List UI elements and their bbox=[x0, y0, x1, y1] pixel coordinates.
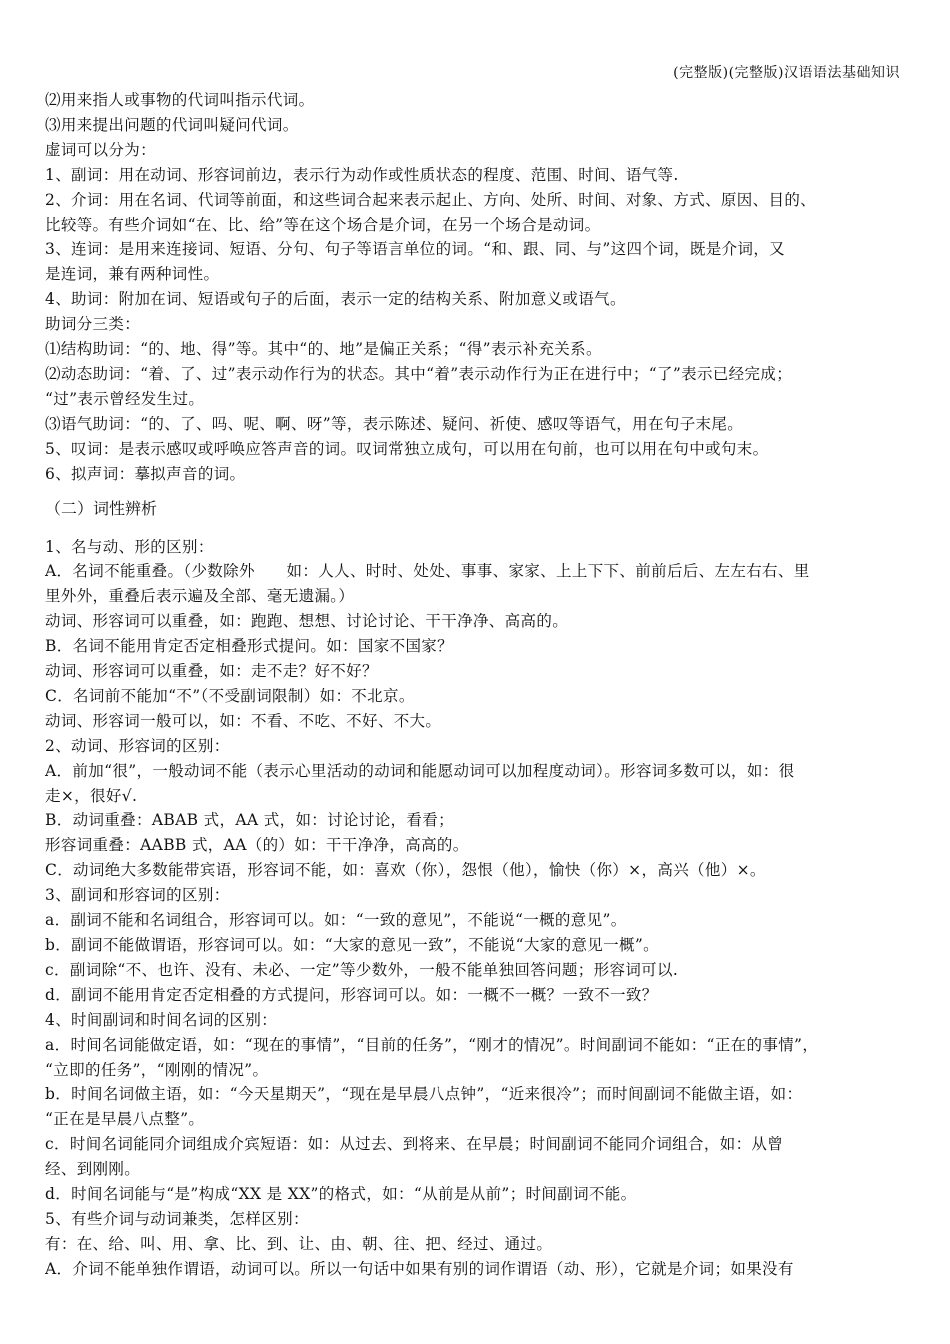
text-line: c．时间名词能同介词组成介宾短语：如：从过去、到将来、在早晨；时间副词不能同介词组合，如：从曾 bbox=[45, 1135, 784, 1154]
text-line: ⑴结构助词：“的、地、得”等。其中“的、地”是偏正关系；“得”表示补充关系。 bbox=[45, 340, 602, 359]
text-line: 动词、形容词一般可以，如：不看、不吃、不好、不大。 bbox=[45, 711, 442, 730]
text-line: b．副词不能做谓语，形容词可以。如：“大家的意见一致”，不能说“大家的意见一概”。 bbox=[45, 936, 659, 954]
text-line: C．动词绝大多数能带宾语，形容词不能，如：喜欢（你），怨恨（他），愉快（你）×，高兴（他）×。 bbox=[45, 861, 766, 880]
text-line: 3、副词和形容词的区别： bbox=[45, 886, 230, 905]
text-line: 走×，很好√. bbox=[45, 786, 138, 805]
text-line: b．时间名词做主语，如：“今天星期天”，“现在是早晨八点钟”，“近来很冷”；而时间副词不能做主语，如： bbox=[45, 1085, 803, 1104]
text-line: 助词分三类： bbox=[45, 315, 141, 334]
text-line: A．前加“很”，一般动词不能（表示心里活动的动词和能愿动词可以加程度动词）。形容词多数可以，如：很 bbox=[45, 761, 795, 780]
text-line: 有：在、给、叫、用、拿、比、到、让、由、朝、往、把、经过、通过。 bbox=[45, 1234, 553, 1253]
text-line: “正在是早晨八点整”。 bbox=[45, 1110, 205, 1129]
text-line: c．副词除“不、也许、没有、未必、一定”等少数外，一般不能单独回答问题；形容词可以. bbox=[45, 960, 679, 979]
text-line: 1、副词：用在动词、形容词前边，表示行为动作或性质状态的程度、范围、时间、语气等. bbox=[45, 165, 679, 184]
text-line: 5、叹词：是表示感叹或呼唤应答声音的词。叹词常独立成句，可以用在句前，也可以用在句中或句末。 bbox=[45, 439, 769, 458]
text-line: 1、名与动、形的区别： bbox=[45, 537, 214, 556]
text-line: a．时间名词能做定语，如：“现在的事情”，“目前的任务”，“刚才的情况”。时间副词不能如：“正在的事情”， bbox=[45, 1035, 819, 1054]
text-line: B．动词重叠：ABAB 式，AA 式，如：讨论讨论，看看； bbox=[45, 811, 454, 830]
text-line: C．名词前不能加“不”（不受副词限制）如：不北京。 bbox=[45, 686, 415, 705]
text-line: 2、动词、形容词的区别： bbox=[45, 736, 230, 755]
text-line: 3、连词：是用来连接词、短语、分句、句子等语言单位的词。“和、跟、同、与”这四个词，既是介词，又 bbox=[45, 240, 786, 259]
text-line: ⑵用来指人或事物的代词叫指示代词。 bbox=[45, 91, 315, 109]
text-line: A．名词不能重叠。（少数除外 如：人人、时时、处处、事事、家家、上上下下、前前后后、左左右右、里 bbox=[45, 562, 810, 581]
text-line: 6、拟声词：摹拟声音的词。 bbox=[45, 464, 246, 483]
text-line: 4、助词：附加在词、短语或句子的后面，表示一定的结构关系、附加意义或语气。 bbox=[45, 290, 626, 309]
section-title: （二）词性辨析 bbox=[45, 498, 158, 518]
text-line: 4、时间副词和时间名词的区别： bbox=[45, 1010, 278, 1029]
text-line: 虚词可以分为： bbox=[45, 140, 156, 159]
text-line: 形容词重叠：AABB 式，AA（的）如：干干净净，高高的。 bbox=[45, 836, 469, 855]
part-of-speech-distinctions bbox=[45, 535, 907, 1282]
text-line: ⑶语气助词：“的、了、吗、呢、啊、呀”等，表示陈述、疑问、祈使、感叹等语气，用在句子末尾。 bbox=[45, 414, 744, 433]
word-class-list bbox=[45, 88, 907, 487]
text-line: 比较等。有些介词如“在、比、给”等在这个场合是介词，在另一个场合是动词。 bbox=[45, 215, 601, 234]
text-line: d．副词不能用肯定否定相叠的方式提问，形容词可以。如：一概不一概？一致不一致？ bbox=[45, 985, 658, 1004]
text-line: 2、介词：用在名词、代词等前面，和这些词合起来表示起止、方向、处所、时间、对象、方式、原因、目的、 bbox=[45, 190, 817, 209]
text-line: 动词、形容词可以重叠，如：走不走？好不好？ bbox=[45, 662, 378, 681]
text-line: “立即的任务”，“刚刚的情况”。 bbox=[45, 1060, 269, 1079]
text-line: a．副词不能和名词组合，形容词可以。如：“一致的意见”，不能说“一概的意见”。 bbox=[45, 911, 627, 930]
text-line: 5、有些介词与动词兼类，怎样区别： bbox=[45, 1209, 309, 1228]
text-line: 是连词，兼有两种词性。 bbox=[45, 265, 220, 284]
document-header: (完整版)(完整版)汉语语法基础知识 bbox=[673, 65, 900, 81]
text-line: 动词、形容词可以重叠，如：跑跑、想想、讨论讨论、干干净净、高高的。 bbox=[45, 612, 569, 631]
text-line: 经、到刚刚。 bbox=[45, 1160, 141, 1179]
text-line: “过”表示曾经发生过。 bbox=[45, 389, 205, 408]
document-body bbox=[45, 88, 907, 1282]
text-line: B．名词不能用肯定否定相叠形式提问。如：国家不国家？ bbox=[45, 637, 453, 656]
text-line: d．时间名词能与“是”构成“XX 是 XX”的格式，如：“从前是从前”；时间副词不能。 bbox=[45, 1185, 637, 1204]
text-line: 里外外，重叠后表示遍及全部、毫无遗漏。） bbox=[45, 587, 355, 606]
text-line: A．介词不能单独作谓语，动词可以。所以一句话中如果有别的词作谓语（动、形），它就是介词；如果没有 bbox=[45, 1259, 794, 1278]
text-line: ⑵动态助词：“着、了、过”表示动作行为的状态。其中“着”表示动作行为正在进行中；“了”表示已经完成； bbox=[45, 364, 793, 383]
text-line: ⑶用来提出问题的代词叫疑问代词。 bbox=[45, 115, 299, 134]
